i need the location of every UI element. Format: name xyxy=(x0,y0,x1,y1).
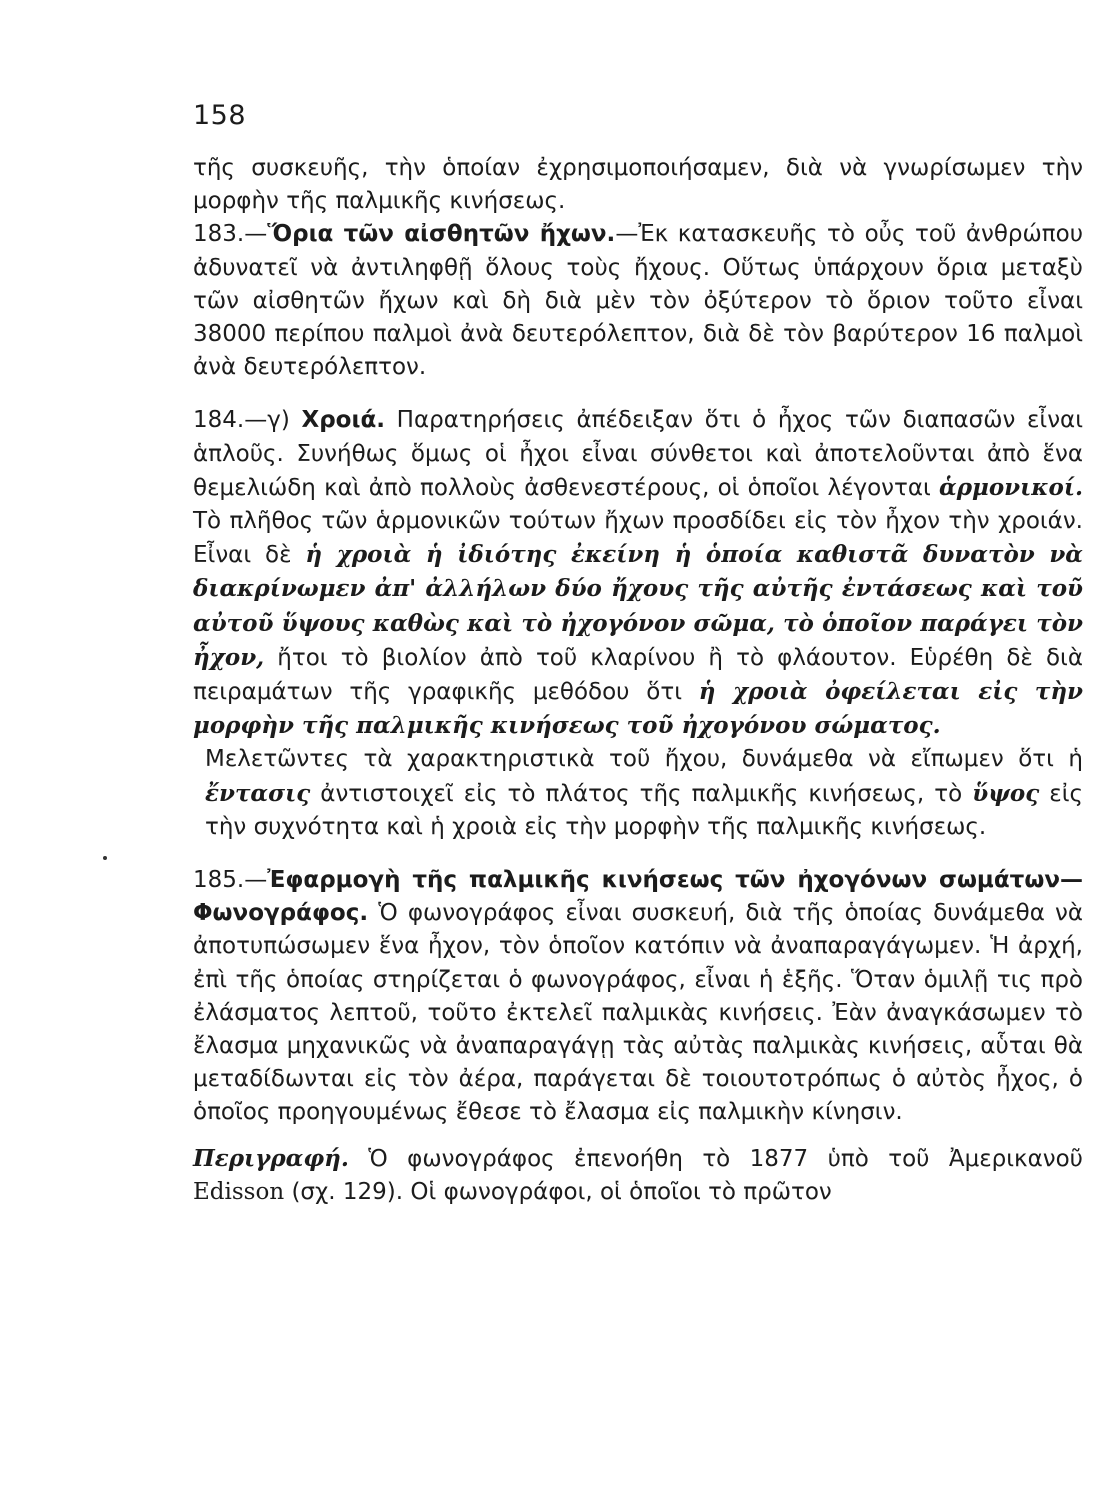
section-text: ἤτοι τὸ βιολίον ἀπὸ τοῦ κλαρίνου ἢ τὸ φλάουτον. Εὑρέθη δὲ διὰ πειραμάτων τῆς γραφικῆς μεθόδου ὅτι xyxy=(193,644,1083,706)
paragraph-characteristics xyxy=(193,743,1083,844)
section-number: 184.—γ) xyxy=(193,407,302,434)
paragraph-intro: τῆς συσκευῆς, τὴν ὁποίαν ἐχρησιμοποιήσαμεν, διὰ νὰ γνωρίσωμεν τὴν μορφὴν τῆς παλμικῆς κινήσεως. xyxy=(193,155,1083,215)
page-body xyxy=(193,152,1083,1209)
section-number: 183.— xyxy=(193,221,268,248)
paragraph-text: (σχ. 129). Οἱ φωνογράφοι, οἱ ὁποῖοι τὸ πρῶτον xyxy=(284,1178,832,1205)
section-text: —Ἐκ κατασκευῆς τὸ οὖς τοῦ ἀνθρώπου ἀδυνατεῖ νὰ ἀντιληφθῇ ὅλους τοὺς ἤχους. Οὕτως ὑπάρχουν ὅρια μεταξὺ τῶν αἰσθητῶν ἤχων καὶ δὴ διὰ μὲν τὸν ὀξύτερον τὸ ὅριον τοῦτο εἶναι 38000 περίπου παλμοὶ ἀνὰ δευτερόλεπτον, διὰ δὲ τὸν βαρύτερον 16 παλμοὶ ἀνὰ δευτερόλεπτον. xyxy=(193,221,1084,381)
section-184 xyxy=(193,404,1083,743)
paragraph-text: εἰς τὴν συχνότητα καὶ ἡ χροιὰ εἰς τὴν μορφὴν τῆς παλμικῆς κινήσεως. xyxy=(205,780,1083,840)
section-183 xyxy=(193,218,1083,384)
margin-dot xyxy=(103,856,107,860)
paragraph-text: Μελετῶντες τὰ χαρακτηριστικὰ τοῦ ἤχου, δυνάμεθα νὰ εἴπωμεν ὅτι ἡ xyxy=(205,746,1083,773)
paragraph-text: Ὁ φωνογράφος ἐπενοήθη τὸ 1877 ὑπὸ τοῦ Ἀμερικανοῦ xyxy=(348,1145,1083,1172)
section-heading: Χροιά. xyxy=(301,407,385,434)
description-heading: Περιγραφή. xyxy=(193,1144,349,1172)
section-text: Παρατηρήσεις ἀπέδειξαν ὅτι ὁ ἦχος τῶν διαπασῶν εἶναι ἁπλοῦς. Συνήθως ὅμως οἱ ἦχοι εἶναι σύνθετοι καὶ ἀποτελοῦνται ἀπὸ ἕνα θεμελιώδη καὶ ἀπὸ πολλοὺς ἀσθενεστέρους, οἱ ὁποῖοι λέγονται xyxy=(193,407,1083,501)
term-entasis: ἔντασις xyxy=(205,779,311,807)
page-number: 158 xyxy=(193,100,247,131)
name-edisson: Edisson xyxy=(193,1178,285,1205)
definition-timbre: ἡ χροιὰ ἡ ἰδιότης ἐκείνη ἡ ὁποία καθιστᾶ δυνατὸν νὰ διακρίνωμεν ἀπ' ἀλλήλων δύο ἤχους τῆς αὐτῆς ἐντάσεως καὶ τοῦ αὐτοῦ ὕψους καθὼς καὶ τὸ ἠχογόνον σῶμα, τὸ ὁποῖον παράγει τὸν ἦχον, xyxy=(193,541,1083,671)
section-number: 185.— xyxy=(193,867,268,894)
term-ypsos: ὕψος xyxy=(972,779,1040,807)
section-heading: Ἐφαρμογὴ τῆς παλμικῆς κινήσεως τῶν ἠχογόνων σωμάτων—Φωνογράφος. xyxy=(193,867,1083,927)
section-heading: Ὅρια τῶν αἰσθητῶν ἤχων. xyxy=(267,221,616,248)
section-text: Τὸ πλῆθος τῶν ἁρμονικῶν τούτων ἤχων προσδίδει εἰς τὸν ἦχον τὴν χροιάν. Εἶναι δὲ xyxy=(193,508,1083,569)
section-text: Ὁ φωνογράφος εἶναι συσκευή, διὰ τῆς ὁποίας δυνάμεθα νὰ ἀποτυπώσωμεν ἕνα ἦχον, τὸν ὁποῖον κατόπιν νὰ ἀναπαραγάγωμεν. Ἡ ἀρχή, ἐπὶ τῆς ὁποίας στηρίζεται ὁ φωνογράφος, εἶναι ἡ ἑξῆς. Ὅταν ὁμιλῇ τις πρὸ ἐλάσματος λεπτοῦ, τοῦτο ἐκτελεῖ παλμικὰς κινήσεις. Ἐὰν ἀναγκάσωμεν τὸ ἔλασμα μηχανικῶς νὰ ἀναπαραγάγῃ τὰς αὐτὰς παλμικὰς κινήσεις, αὗται θὰ μεταδίδωνται εἰς τὸν ἀέρα, παράγεται δὲ τοιουτοτρόπως ὁ αὐτὸς ἦχος, ὁ ὁποῖος προηγουμένως ἔθεσε τὸ ἔλασμα εἰς παλμικὴν κίνησιν. xyxy=(193,900,1083,1126)
term-harmonikoi: ἁρμονικοί. xyxy=(939,473,1083,501)
section-185 xyxy=(193,864,1083,1130)
definition-timbre-cause: ἡ χροιὰ ὀφείλεται εἰς τὴν μορφὴν τῆς παλμικῆς κινήσεως τοῦ ἠχογόνου σώματος. xyxy=(193,678,1083,740)
paragraph-text: ἀντιστοιχεῖ εἰς τὸ πλάτος τῆς παλμικῆς κινήσεως, τὸ xyxy=(310,780,973,807)
paragraph-description xyxy=(193,1142,1083,1209)
